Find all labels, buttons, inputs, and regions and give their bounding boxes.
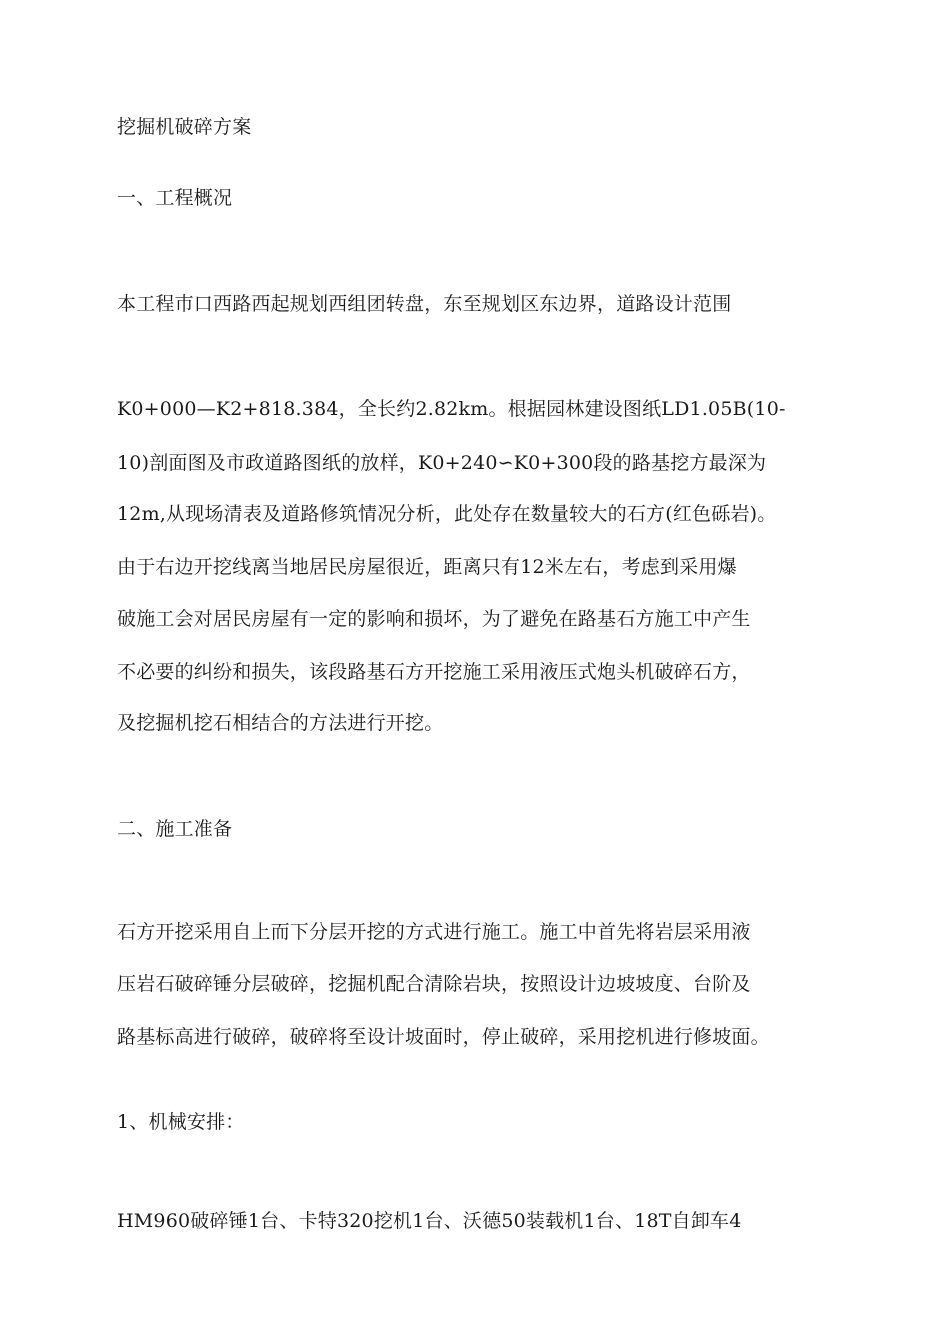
paragraph-line: 破施工会对居民房屋有一定的影响和损坏，为了避免在路基石方施工中产生 <box>117 608 751 630</box>
paragraph-line: 不必要的纠纷和损失，该段路基石方开挖施工采用液压式炮头机破碎石方， <box>117 661 751 683</box>
paragraph-line: K0+000—K2+818.384，全长约2.82km。根据园林建设图纸LD1.05B(10- <box>117 398 786 420</box>
section-heading-preparation: 二、施工准备 <box>117 818 233 840</box>
paragraph-line: 压岩石破碎锤分层破碎，挖掘机配合清除岩块，按照设计边坡坡度、台阶及 <box>117 973 751 995</box>
document-title: 挖掘机破碎方案 <box>117 116 252 138</box>
paragraph-line: 及挖掘机挖石相结合的方法进行开挖。 <box>117 712 444 734</box>
section-heading-overview: 一、工程概况 <box>117 187 233 209</box>
paragraph-line: HM960破碎锤1台、卡特320挖机1台、沃德50装载机1台、18T自卸车4 <box>117 1210 742 1232</box>
paragraph-line: 由于右边开挖线离当地居民房屋很近，距离只有12米左右，考虑到采用爆 <box>117 556 737 578</box>
subsection-heading-machinery: 1、机械安排： <box>117 1111 245 1133</box>
paragraph-line: 本工程巿口西路西起规划西组团转盘，东至规划区东边界，道路设计范围 <box>117 293 732 315</box>
paragraph-line: 路基标高进行破碎，破碎将至设计坡面时，停止破碎，采用挖机进行修坡面。 <box>117 1026 770 1048</box>
paragraph-line: 12m,从现场清表及道路修筑情况分析，此处存在数量较大的石方(红色砾岩)。 <box>117 503 777 525</box>
paragraph-line: 石方开挖采用自上而下分层开挖的方式进行施工。施工中首先将岩层采用液 <box>117 921 751 943</box>
paragraph-line: 10)剖面图及市政道路图纸的放样，K0+240∽K0+300段的路基挖方最深为 <box>117 452 767 474</box>
